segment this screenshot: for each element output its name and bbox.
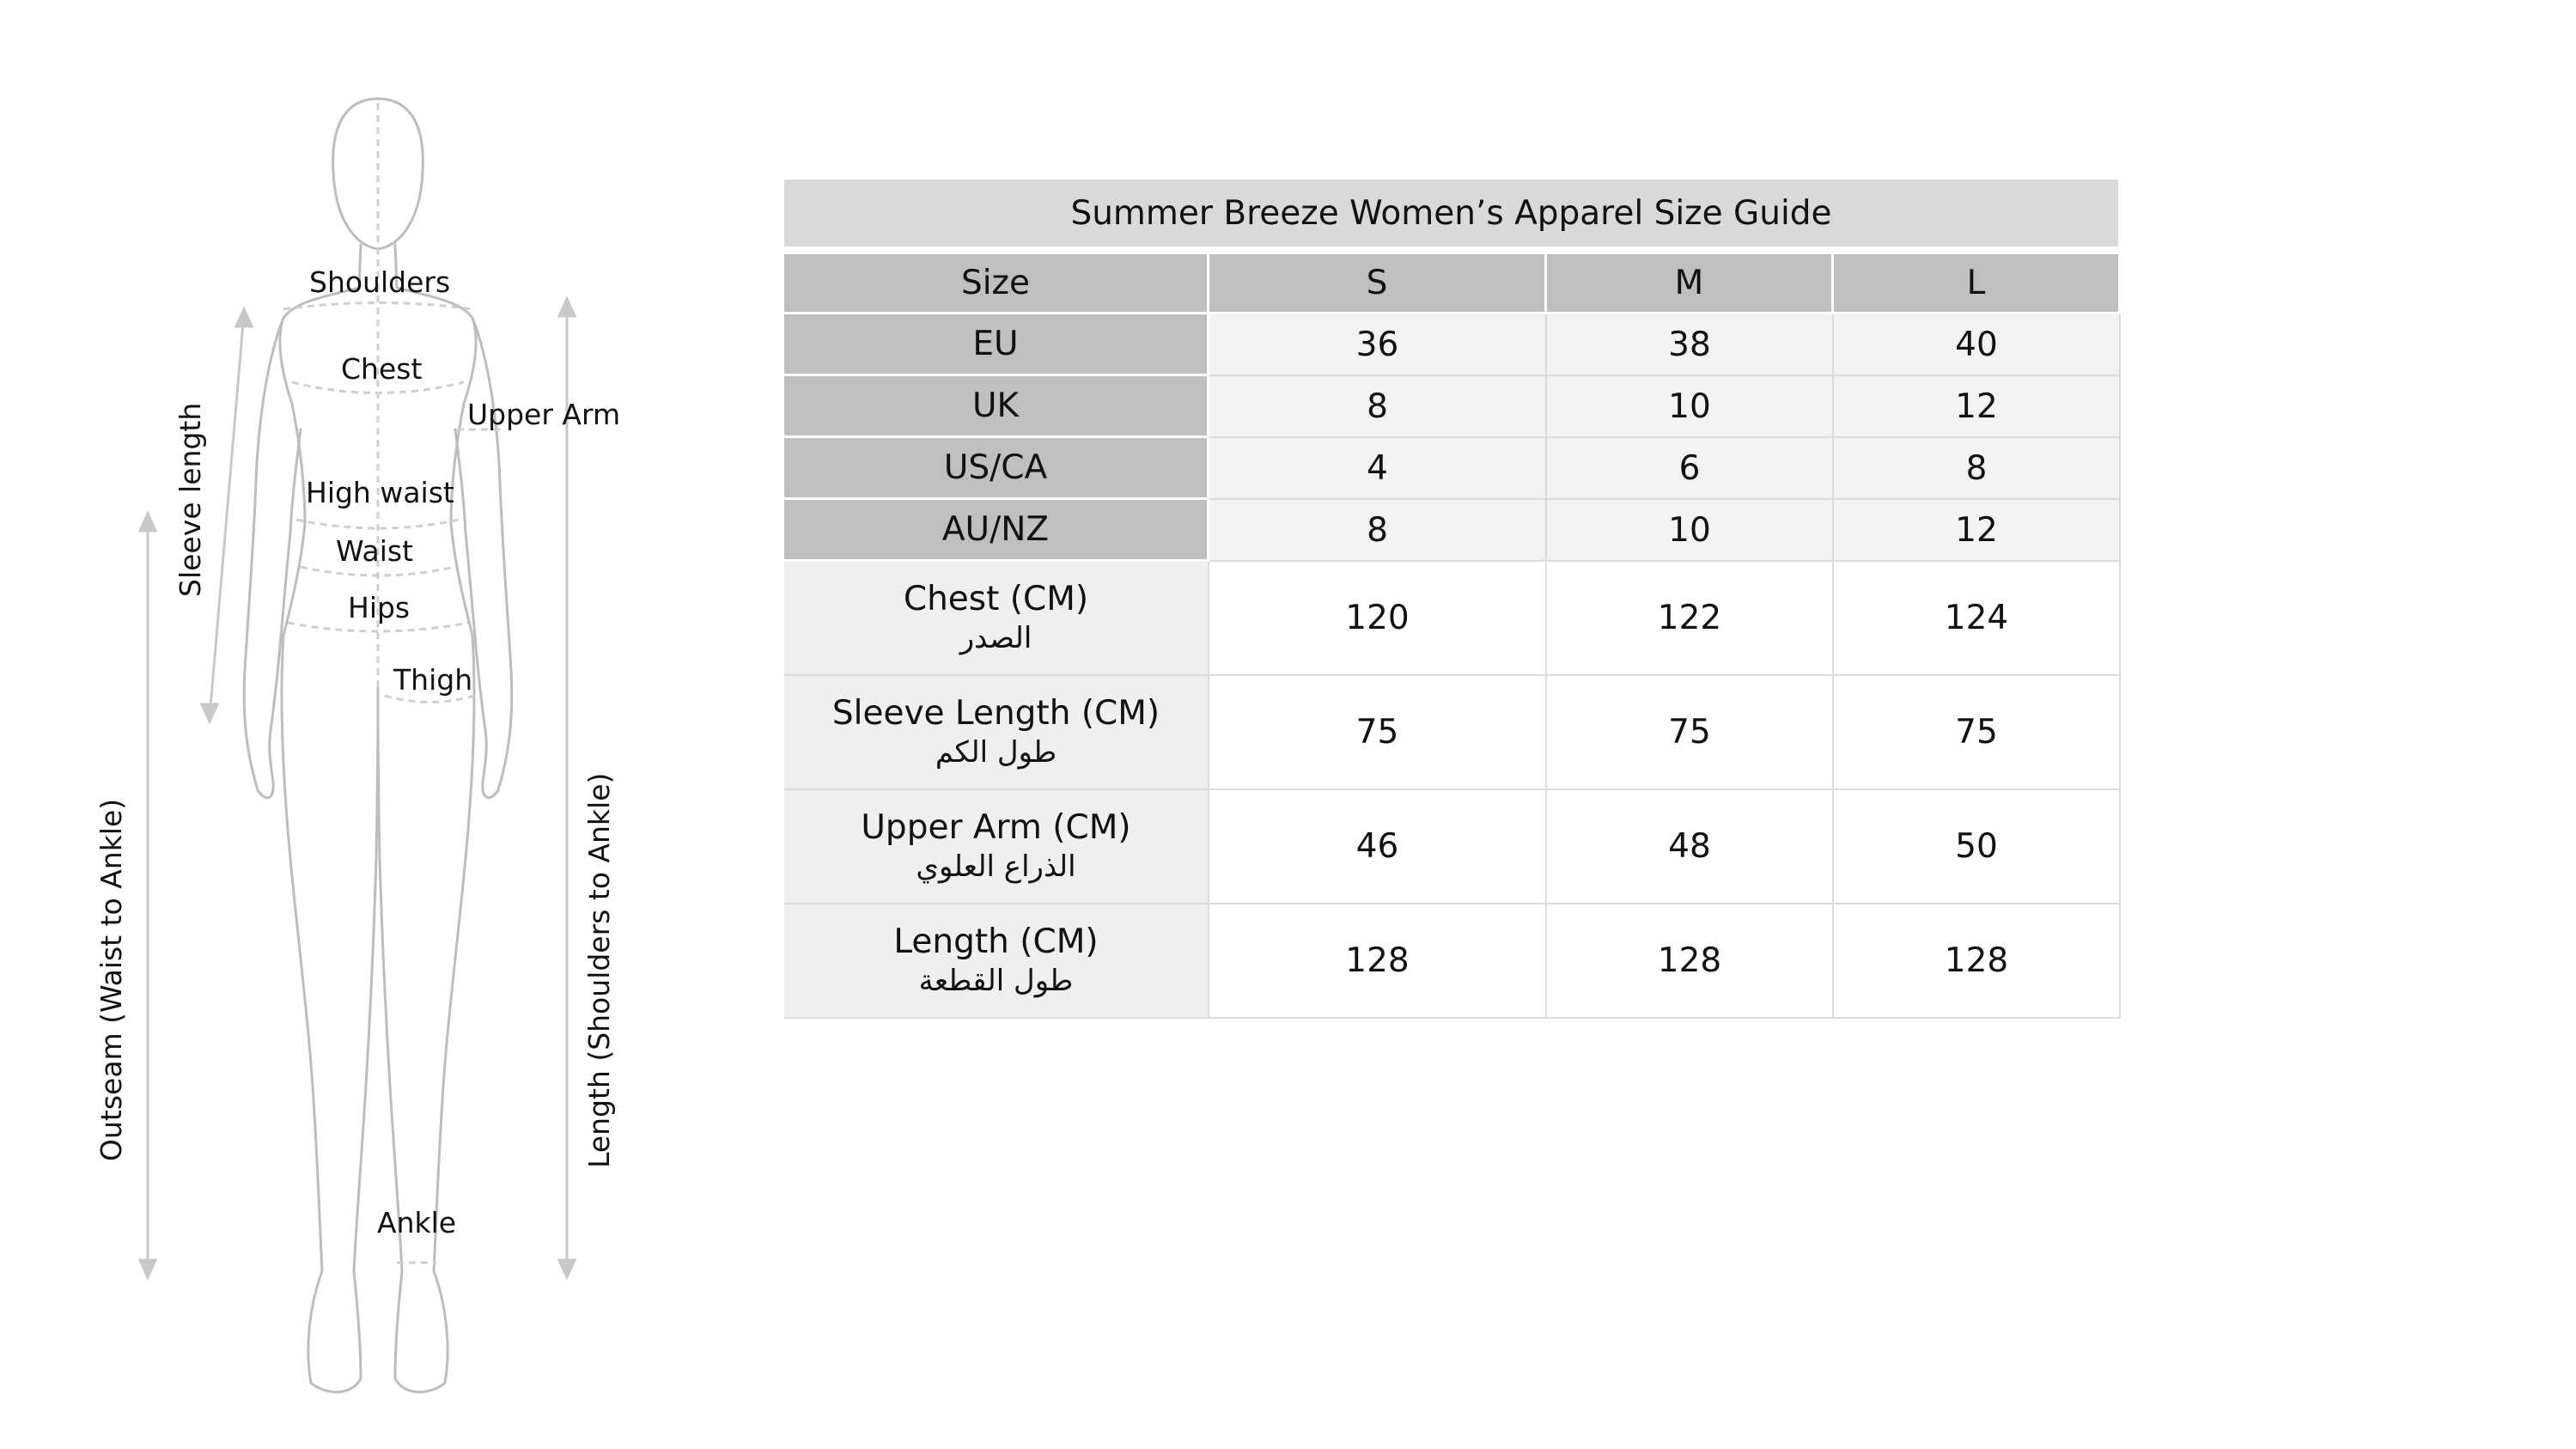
- table-cell: 36: [1209, 314, 1547, 376]
- shoulders-label: Shoulders: [309, 265, 451, 299]
- table-row: [784, 790, 2121, 904]
- outseam-arrow-bottom: [140, 1260, 155, 1277]
- table-cell: 12: [1834, 500, 2121, 562]
- table-cell: 128: [1547, 904, 1834, 1019]
- thigh-label: Thigh: [393, 663, 473, 697]
- header-l: L: [1834, 254, 2121, 314]
- table-row: [784, 314, 2121, 376]
- size-guide-table: [784, 180, 2121, 1019]
- measure-arabic-label: الذراع العلوي: [916, 849, 1076, 885]
- measure-upper-arm: [784, 790, 1209, 904]
- region-us-ca: US/CA: [784, 438, 1209, 500]
- table-cell: 50: [1834, 790, 2121, 904]
- measure-label: Chest (CM): [903, 579, 1089, 618]
- length-arrow-top: [559, 299, 575, 316]
- table-cell: 75: [1834, 676, 2121, 790]
- table-row: [784, 500, 2121, 562]
- waist-label: Waist: [336, 534, 414, 568]
- table-cell: 40: [1834, 314, 2121, 376]
- table-row: [784, 562, 2121, 676]
- chest-label: Chest: [341, 352, 423, 386]
- table-cell: 6: [1547, 438, 1834, 500]
- sleeve-length-arrow-bottom: [202, 704, 217, 721]
- figure-torso: [280, 288, 476, 636]
- table-row: [784, 676, 2121, 790]
- length-arrow-bottom: [559, 1260, 575, 1277]
- sleeve-length-arrow: [210, 314, 244, 717]
- ankle-label: Ankle: [377, 1206, 457, 1239]
- table-cell: 8: [1209, 376, 1547, 438]
- measure-sleeve-length: [784, 676, 1209, 790]
- upper-arm-label: Upper Arm: [467, 398, 621, 431]
- table-cell: 120: [1209, 562, 1547, 676]
- table-cell: 75: [1547, 676, 1834, 790]
- outseam-label: Outseam (Waist to Ankle): [94, 798, 128, 1161]
- table-cell: 48: [1547, 790, 1834, 904]
- table-cell: 8: [1209, 500, 1547, 562]
- table-cell: 10: [1547, 376, 1834, 438]
- figure-right-leg: [378, 636, 474, 1392]
- table-cell: 10: [1547, 500, 1834, 562]
- figure-right-arm: [455, 318, 512, 798]
- measure-arabic-label: الصدر: [959, 621, 1032, 656]
- table-cell: 12: [1834, 376, 2121, 438]
- table-cell: 8: [1834, 438, 2121, 500]
- region-uk: UK: [784, 376, 1209, 438]
- sleeve-length-arrow-top: [236, 309, 252, 326]
- region-au-nz: AU/NZ: [784, 500, 1209, 562]
- measure-label: Sleeve Length (CM): [831, 693, 1160, 733]
- measure-chest: [784, 562, 1209, 676]
- high-waist-label: High waist: [306, 476, 454, 509]
- header-size: Size: [784, 254, 1209, 314]
- region-eu: EU: [784, 314, 1209, 376]
- table-cell: 124: [1834, 562, 2121, 676]
- hips-label: Hips: [348, 591, 411, 624]
- table-row: [784, 904, 2121, 1019]
- figure-left-leg: [282, 636, 378, 1392]
- table-cell: 38: [1547, 314, 1834, 376]
- outseam-arrow-top: [140, 514, 155, 531]
- measure-label: Upper Arm (CM): [861, 807, 1131, 847]
- length-label: Length (Shoulders to Ankle): [582, 772, 616, 1168]
- table-cell: 46: [1209, 790, 1547, 904]
- sleeve-length-label: Sleeve length: [174, 402, 207, 597]
- table-title: Summer Breeze Women’s Apparel Size Guide: [784, 180, 2121, 254]
- table-cell: 4: [1209, 438, 1547, 500]
- measure-length: [784, 904, 1209, 1019]
- header-s: S: [1209, 254, 1547, 314]
- measure-label: Length (CM): [893, 922, 1099, 961]
- body-figure-illustration: [0, 0, 670, 1449]
- table-row: [784, 438, 2121, 500]
- table-cell: 122: [1547, 562, 1834, 676]
- table-cell: 128: [1209, 904, 1547, 1019]
- table-row: [784, 376, 2121, 438]
- header-m: M: [1547, 254, 1834, 314]
- table-cell: 75: [1209, 676, 1547, 790]
- measure-arabic-label: طول القطعة: [918, 964, 1074, 999]
- table-cell: 128: [1834, 904, 2121, 1019]
- figure-left-arm: [244, 318, 301, 798]
- measure-arabic-label: طول الكم: [935, 735, 1057, 770]
- thigh-line: [385, 696, 474, 703]
